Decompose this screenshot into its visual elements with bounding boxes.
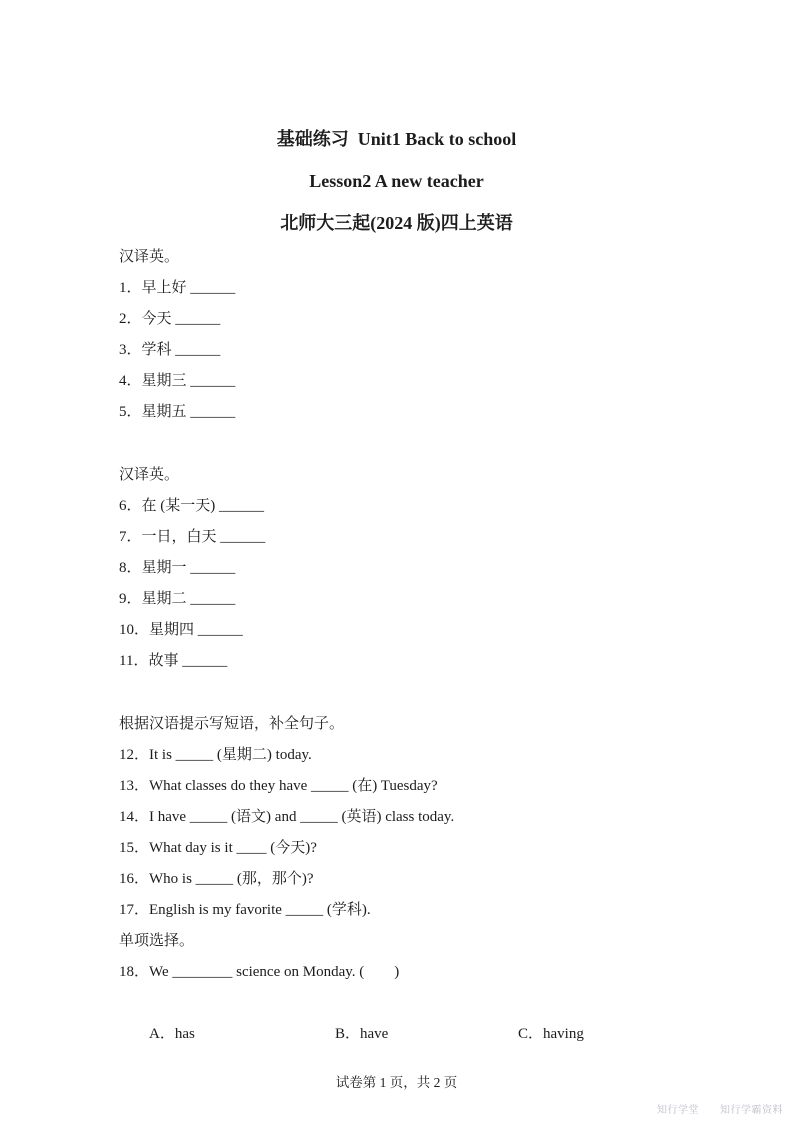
- question-item: 3．学科 ______: [119, 342, 221, 358]
- question-item: 13．What classes do they have _____ (在) Tuesday?: [119, 778, 438, 794]
- question-item: 12．It is _____ (星期二) today.: [119, 747, 312, 763]
- question-item: 17．English is my favorite _____ (学科).: [119, 902, 371, 918]
- question-item: 15．What day is it ____ (今天)?: [119, 840, 317, 856]
- question-item: 18．We ________ science on Monday. ( ): [119, 964, 400, 980]
- section-complete-sentences: [119, 709, 738, 926]
- section-translation-2: [119, 460, 738, 677]
- question-item: 2．今天 ______: [119, 311, 221, 327]
- choice-option-c: C．having: [518, 1026, 584, 1042]
- section-multiple-choice: [119, 926, 738, 1081]
- question-item: 11．故事 ______: [119, 653, 228, 669]
- question-item: 7．一日，白天 ______: [119, 529, 266, 545]
- page-title: 基础练习 Unit1 Back to school: [276, 129, 517, 149]
- question-item: 1．早上好 ______: [119, 280, 236, 296]
- worksheet-body: [119, 242, 738, 1081]
- section-translation-1: [119, 242, 738, 428]
- page-subtitle-edition: 北师大三起(2024 版)四上英语: [280, 213, 513, 233]
- choice-option-a: A．has: [149, 1026, 195, 1042]
- title-block: [0, 118, 793, 244]
- question-item: 16．Who is _____ (那，那个)?: [119, 871, 314, 887]
- question-item: 10．星期四 ______: [119, 622, 243, 638]
- page-subtitle-lesson: Lesson2 A new teacher: [309, 171, 484, 191]
- question-item: 8．星期一 ______: [119, 560, 236, 576]
- choice-option-b: B．have: [335, 1026, 389, 1042]
- question-item: 14．I have _____ (语文) and _____ (英语) class today.: [119, 809, 455, 825]
- choice-options-row: [119, 988, 738, 1081]
- question-item: 4．星期三 ______: [119, 373, 236, 389]
- question-item: 5．星期五 ______: [119, 404, 236, 420]
- section-heading: 单项选择。: [119, 933, 195, 949]
- section-heading: 汉译英。: [119, 467, 180, 483]
- section-heading: 汉译英。: [119, 249, 180, 265]
- page-number-footer: 试卷第 1 页，共 2 页: [335, 1075, 458, 1090]
- question-item: 9．星期二 ______: [119, 591, 236, 607]
- question-item: 6．在 (某一天) ______: [119, 498, 264, 514]
- section-heading: 根据汉语提示写短语，补全句子。: [119, 716, 345, 732]
- watermark-text: 知行学堂 知行学霸资料: [657, 1105, 783, 1116]
